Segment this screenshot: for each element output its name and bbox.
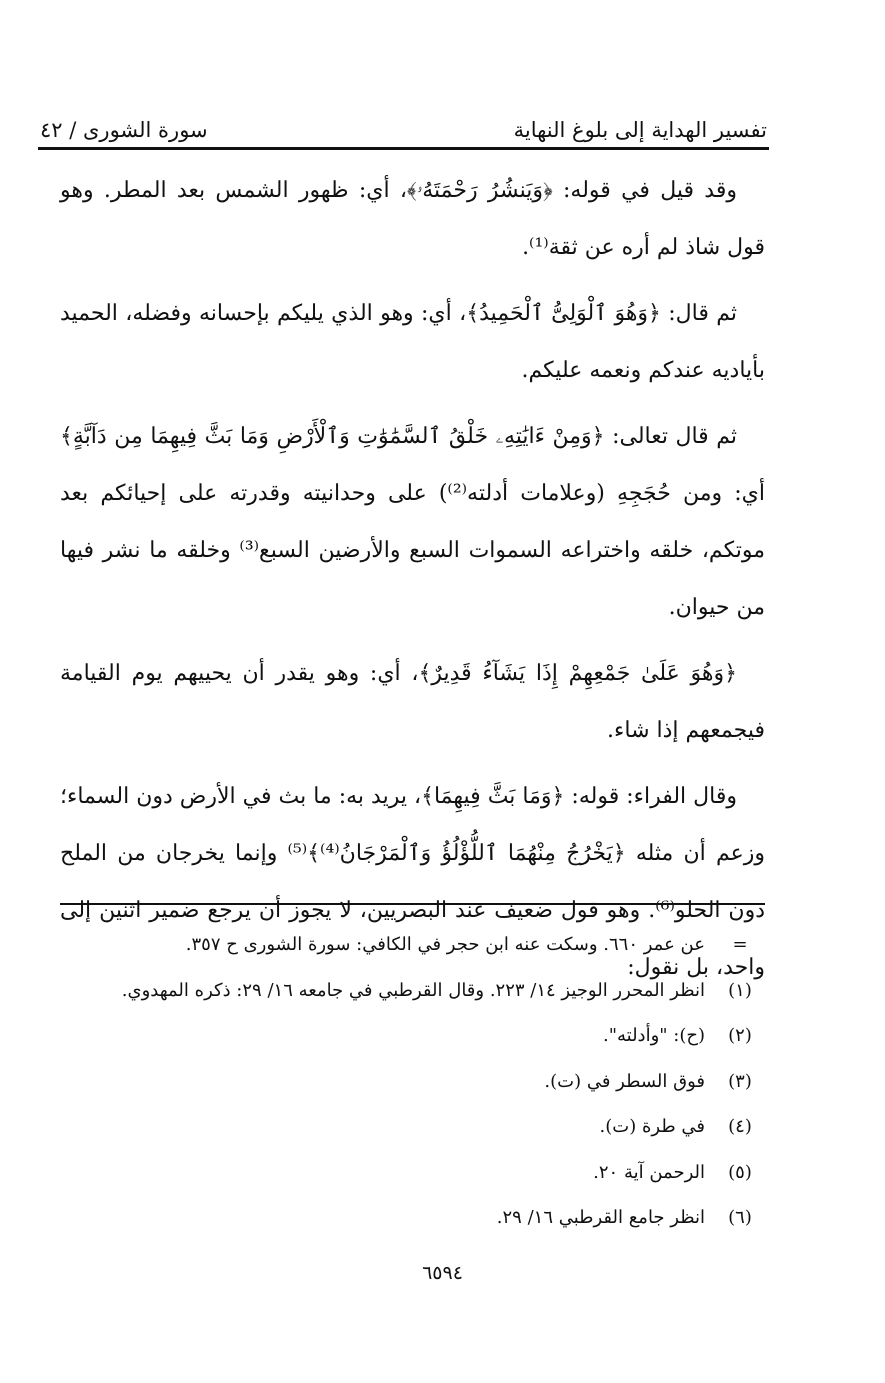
paragraph-2: ثم قال: ﴿وَهُوَ ٱلْوَلِىُّ ٱلْحَمِيدُ﴾، أي: وهو الذي يليكم بإحسانه وفضله، الحميد بأياديه عندكم ونعمه عليكم.: [60, 301, 765, 383]
footnote-rule: [60, 903, 765, 905]
footnote-marker: (٢): [728, 1025, 752, 1046]
footnote-marker: (١): [728, 979, 752, 1001]
surah-page-label: سورة الشورى / ٤٢: [40, 118, 208, 142]
paragraph-1: وقد قيل في قوله: ﴿وَيَنشُرُ رَحْمَتَهُۥ﴾، أي: ظهور الشمس بعد المطر. وهو قول شاذ لم أره عن ثقة⁽¹⁾.: [60, 178, 765, 260]
footnote-marker: =: [732, 934, 748, 955]
footnote: [60, 968, 765, 1014]
paragraph-4: ﴿وَهُوَ عَلَىٰ جَمْعِهِمْ إِذَا يَشَآءُ قَدِيرٌ﴾، أي: وهو يقدر أن يحييهم يوم القيامة فيجمعهم إذا شاء.: [60, 661, 765, 743]
footnote-text: (ح): "وأدلته".: [602, 1025, 705, 1046]
footnote-text: فوق السطر في (ت).: [544, 1070, 705, 1092]
footnote: [60, 1013, 765, 1059]
footnote: [60, 1195, 765, 1241]
paragraph-3: ثم قال تعالى: ﴿وَمِنْ ءَايَٰتِهِۦ خَلْقُ ٱلسَّمَٰوَٰتِ وَٱلْأَرْضِ وَمَا بَثَّ فِيهِمَا مِن دَآبَّةٍ﴾ أي: ومن حُجَجِهِ (وعلامات أدلته⁽²⁾) على وحدانيته وقدرته على إحيائكم بعد موتكم، خلقه واختراعه السموات السبع والأرضين السبع⁽³⁾ وخلقه ما نشر فيها من حيوان.: [60, 424, 765, 620]
footnote: [60, 922, 765, 968]
paragraph-5: وقال الفراء: قوله: ﴿وَمَا بَثَّ فِيهِمَا﴾، يريد به: ما بث في الأرض دون السماء؛ وزعم أن مثله ﴿يَخْرُجُ مِنْهُمَا ٱللُّؤْلُؤُ وَٱلْمَرْجَانُ⁽⁴⁾﴾⁽⁵⁾ وإنما يخرجان من الملح دون الحلو⁽⁶⁾. وهو قول ضعيف عند البصريين، لا يجوز أن يرجع ضمير اثنين إلى واحد، بل نقول:: [60, 784, 766, 980]
footnote-marker: (٥): [728, 1161, 752, 1183]
footnote-text: انظر جامع القرطبي ١٦/ ٢٩.: [496, 1207, 705, 1228]
running-header: [40, 92, 767, 142]
footnote-text: الرحمن آية ٢٠.: [593, 1161, 705, 1183]
header-rule: [38, 147, 769, 150]
footnote-marker: (٤): [728, 1116, 752, 1137]
footnote-text: في طرة (ت).: [599, 1116, 705, 1137]
footnote-text: عن عمر ٦٦٠. وسكت عنه ابن حجر في الكافي: سورة الشورى ح ٣٥٧.: [185, 934, 705, 955]
page-number: ٦٥٩٤: [422, 1262, 463, 1284]
main-text: [60, 162, 765, 1005]
footnote-text: انظر المحرر الوجيز ١٤/ ٢٢٣. وقال القرطبي في جامعه ١٦/ ٢٩: ذكره المهدوي.: [121, 979, 705, 1001]
footnotes: [60, 922, 765, 1241]
footnote: [60, 1150, 765, 1196]
footnote-marker: (٦): [728, 1207, 752, 1228]
footnote: [60, 1104, 765, 1150]
footnote-marker: (٣): [728, 1070, 752, 1092]
book-title: تفسير الهداية إلى بلوغ النهاية: [513, 118, 767, 142]
footnote: [60, 1059, 765, 1105]
